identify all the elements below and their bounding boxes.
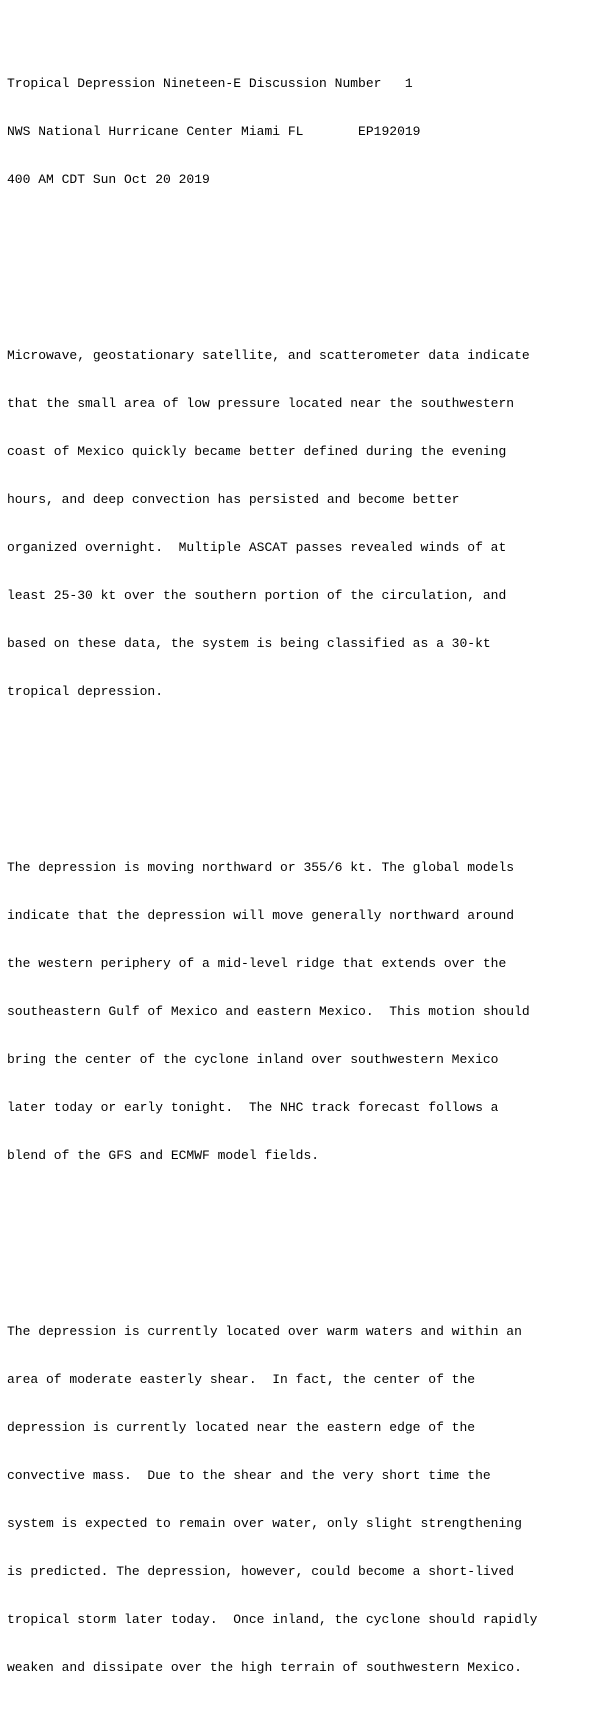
text-line: The depression is moving northward or 355/6 kt. The global models <box>7 860 515 875</box>
text-line: tropical depression. <box>7 684 164 699</box>
issuing-office: NWS National Hurricane Center Miami FL EP192019 <box>7 124 421 139</box>
paragraph-track-forecast <box>7 828 605 1196</box>
paragraph-intensity-forecast <box>7 1292 605 1708</box>
text-line: southeastern Gulf of Mexico and eastern Mexico. This motion should <box>7 1004 530 1019</box>
paragraph-spacer <box>7 252 605 268</box>
paragraph-spacer <box>7 764 605 780</box>
text-line: coast of Mexico quickly became better defined during the evening <box>7 444 507 459</box>
text-line: convective mass. Due to the shear and the very short time the <box>7 1468 491 1483</box>
text-line: is predicted. The depression, however, could become a short-lived <box>7 1564 515 1579</box>
product-title: Tropical Depression Nineteen-E Discussion Number 1 <box>7 76 413 91</box>
text-line: bring the center of the cyclone inland over southwestern Mexico <box>7 1052 499 1067</box>
text-line: system is expected to remain over water, only slight strengthening <box>7 1516 522 1531</box>
document-header <box>7 44 605 220</box>
text-line: weaken and dissipate over the high terrain of southwestern Mexico. <box>7 1660 522 1675</box>
text-line: area of moderate easterly shear. In fact, the center of the <box>7 1372 476 1387</box>
text-line: tropical storm later today. Once inland, the cyclone should rapidly <box>7 1612 538 1627</box>
text-line: Microwave, geostationary satellite, and scatterometer data indicate <box>7 348 530 363</box>
text-line: organized overnight. Multiple ASCAT passes revealed winds of at <box>7 540 507 555</box>
text-line: depression is currently located near the eastern edge of the <box>7 1420 476 1435</box>
text-line: later today or early tonight. The NHC track forecast follows a <box>7 1100 499 1115</box>
text-line: indicate that the depression will move generally northward around <box>7 908 515 923</box>
paragraph-intensity-analysis <box>7 316 605 732</box>
text-line: least 25-30 kt over the southern portion of the circulation, and <box>7 588 507 603</box>
issue-time: 400 AM CDT Sun Oct 20 2019 <box>7 172 210 187</box>
paragraph-spacer <box>7 1228 605 1244</box>
text-line: The depression is currently located over warm waters and within an <box>7 1324 522 1339</box>
text-line: based on these data, the system is being classified as a 30-kt <box>7 636 491 651</box>
text-line: the western periphery of a mid-level ridge that extends over the <box>7 956 507 971</box>
text-line: blend of the GFS and ECMWF model fields. <box>7 1148 320 1163</box>
text-line: that the small area of low pressure located near the southwestern <box>7 396 515 411</box>
text-line: hours, and deep convection has persisted and become better <box>7 492 460 507</box>
